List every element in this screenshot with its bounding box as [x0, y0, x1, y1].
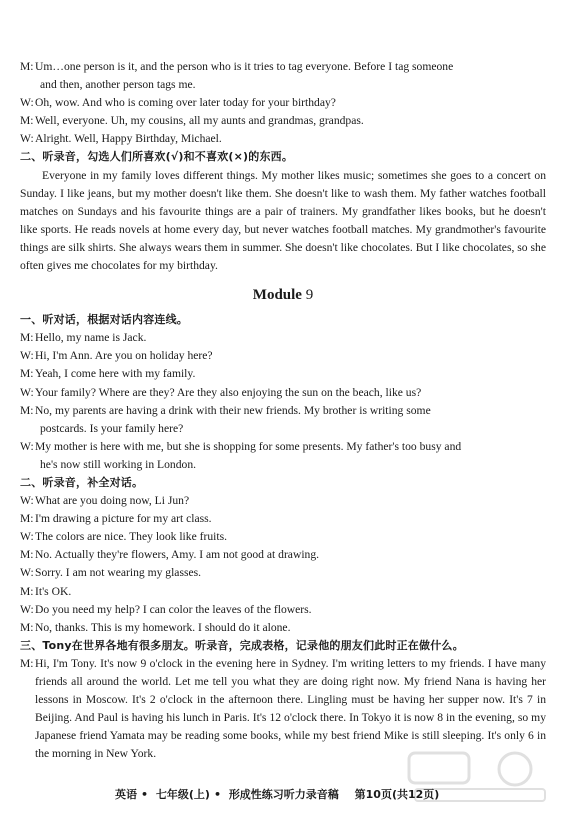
speaker-label: M: — [20, 656, 34, 670]
speaker-label: M: — [20, 367, 34, 381]
speaker-label: M: — [20, 114, 34, 128]
dialog-line — [20, 130, 546, 148]
speaker-label: W: — [20, 132, 34, 146]
speaker-label: W: — [20, 385, 34, 399]
dialog-line — [20, 583, 546, 601]
dialog-line — [20, 112, 546, 130]
dialog-text: My mother is here with me, but she is shopping for some presents. My father's too busy and — [35, 439, 462, 453]
dialog-line — [20, 492, 546, 510]
speaker-label: M: — [20, 512, 34, 526]
speaker-label: W: — [20, 96, 34, 110]
speaker-label: W: — [20, 566, 34, 580]
dialog-line — [20, 365, 546, 383]
dialog-line — [20, 58, 546, 76]
dialog-text: Sorry. I am not wearing my glasses. — [35, 566, 202, 580]
dialog-text-continued: and then, another person tags me. — [40, 78, 196, 92]
dialog-text: Oh, wow. And who is coming over later today for your birthday? — [35, 96, 336, 110]
dialog-text: Well, everyone. Uh, my cousins, all my aunts and grandmas, grandpas. — [35, 114, 364, 128]
dialog-text: Hi, I'm Ann. Are you on holiday here? — [35, 349, 213, 363]
page-content — [20, 58, 546, 763]
speaker-label: W: — [20, 349, 34, 363]
dialog-line — [20, 528, 546, 546]
footer-page-number: 第10页(共12页) — [354, 788, 440, 801]
dialog-line — [20, 601, 546, 619]
speaker-label: W: — [20, 530, 34, 544]
speaker-label: M: — [20, 620, 34, 634]
m9-dialog2 — [20, 492, 546, 637]
watermark-logo-icon — [405, 747, 555, 807]
dialog-line — [20, 384, 546, 402]
dialog-text: Yeah, I come here with my family. — [35, 367, 196, 381]
m9-section2-heading: 二、听录音，补全对话。 — [20, 475, 144, 489]
dialog-text: I'm drawing a picture for my art class. — [35, 512, 212, 526]
dialog-text: The colors are nice. They look like fruits. — [35, 530, 227, 544]
dialog-text: No, thanks. This is my homework. I should do it alone. — [35, 620, 291, 634]
dialog-line — [20, 94, 546, 112]
footer-subject: 英语 — [115, 788, 137, 801]
dialog-text: No, my parents are having a drink with their new friends. My brother is writing some — [35, 403, 431, 417]
dialog-line — [20, 329, 546, 347]
dialog-line — [20, 347, 546, 365]
speaker-label: W: — [20, 494, 34, 508]
speaker-label: M: — [20, 331, 34, 345]
dialog-line — [20, 402, 546, 420]
dialog-text: Alright. Well, Happy Birthday, Michael. — [35, 132, 222, 146]
module-title — [20, 285, 546, 305]
dialog-text-continued: he's now still working in London. — [40, 457, 197, 471]
dialog-line — [20, 564, 546, 582]
section2-paragraph: Everyone in my family loves different things. My mother likes music; sometimes she goes to a concert on Sunday. I like jeans, but my mother doesn't like them. She doesn't like to wash them. My father watches football matches on Sundays and his favourite things are a pair of trainers. My grandfather likes books, but he doesn't like sports. He reads novels at home every day, but never watches football matches. My grandmother's favourite things are silk shirts. She always wears them in summer. She doesn't like chocolates. But I like chocolates, so she often gives me chocolates for my birthday. — [20, 168, 546, 273]
dialog-top — [20, 58, 546, 148]
module-number: 9 — [305, 287, 314, 304]
speaker-label: M: — [20, 548, 34, 562]
m9-section1-heading: 一、听对话，根据对话内容连线。 — [20, 313, 188, 327]
dialog-text: Do you need my help? I can color the leaves of the flowers. — [35, 602, 312, 616]
dialog-line — [20, 546, 546, 564]
footer-title: 形成性练习听力录音稿 — [228, 788, 339, 801]
m9-dialog1 — [20, 329, 546, 474]
page-footer: 英语 • 七年级(上) • 形成性练习听力录音稿 第10页(共12页) — [115, 788, 440, 801]
section2-heading: 二、听录音，勾选人们所喜欢(√)和不喜欢(×)的东西。 — [20, 150, 294, 164]
dialog-text-continued: postcards. Is your family here? — [40, 421, 184, 435]
speaker-label: M: — [20, 403, 34, 417]
dialog-line — [20, 619, 546, 637]
dialog-text: Hello, my name is Jack. — [35, 331, 147, 345]
m9-section3-heading: 三、Tony在世界各地有很多朋友。听录音，完成表格，记录他的朋友们此时正在做什么。 — [20, 638, 464, 652]
speaker-label: W: — [20, 602, 34, 616]
dialog-line — [20, 438, 546, 456]
module-word: Module — [252, 287, 302, 304]
monologue-text: Hi, I'm Tony. It's now 9 o'clock in the evening here in Sydney. I'm writing letters to my friends. I have many friends all around the world. Let me tell you what they are doing right now. My friend Nana is having her lessons in Moscow. It's 2 o'clock in the afternoon there. Lingling must be having her supper now. It's 7 in Beijing. And Paul is having his lunch in Paris. It's 12 o'clock there. In Tokyo it is now 8 in the evening, so my Japanese friend Yamata may be reading some books, while my best friend Mike is still sleeping. It's only 6 in the morning in New York. — [35, 656, 546, 761]
dialog-text: Your family? Where are they? Are they also enjoying the sun on the beach, like us? — [35, 385, 422, 399]
dialog-line — [20, 510, 546, 528]
dialog-text: No. Actually they're flowers, Amy. I am not good at drawing. — [35, 548, 320, 562]
speaker-label: M: — [20, 584, 34, 598]
speaker-label: M: — [20, 60, 34, 73]
speaker-label: W: — [20, 439, 34, 453]
dialog-text: It's OK. — [35, 584, 72, 598]
dialog-text: Um…one person is it, and the person who is it tries to tag everyone. Before I tag someone — [35, 60, 454, 73]
dialog-text: What are you doing now, Li Jun? — [35, 494, 190, 508]
footer-grade: 七年级(上) — [155, 788, 210, 801]
